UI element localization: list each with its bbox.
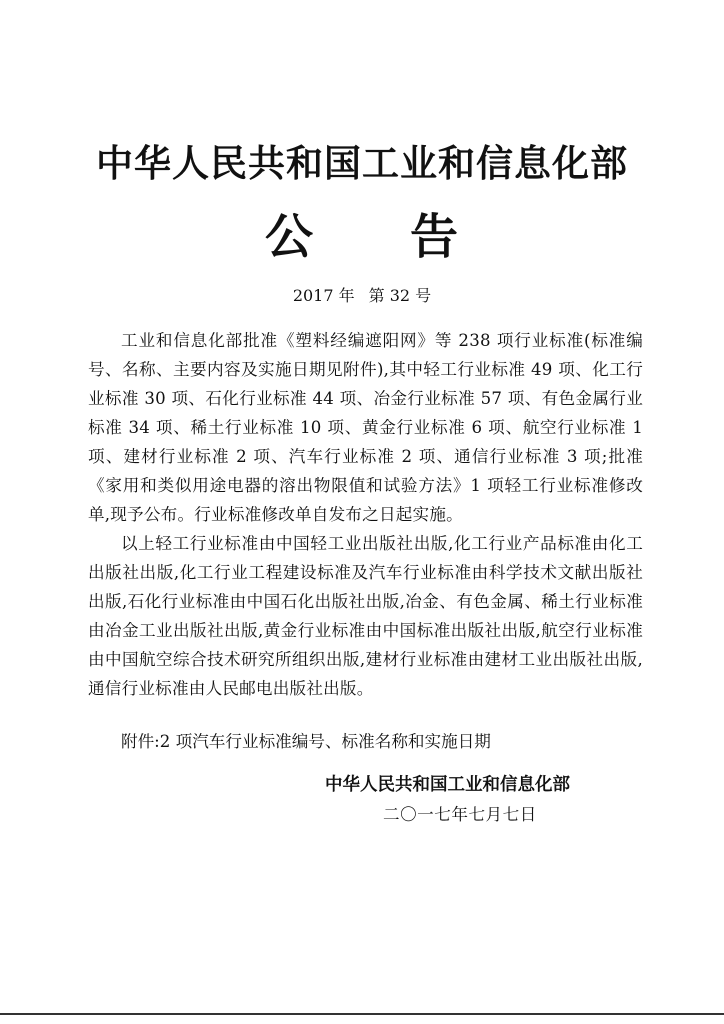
issuing-organization-title: 中华人民共和国工业和信息化部	[96, 142, 628, 185]
signature-date: 二〇一七年七月七日	[383, 805, 537, 824]
body-paragraph-2: 以上轻工行业标准由中国轻工业出版社出版,化工行业产品标准由化工出版社出版,化工行业工程建设标准及汽车行业标准由科学技术文献出版社出版,石化行业标准由中国石化出版社出版,冶金、有色金属、稀土行业标准由冶金工业出版社出版,黄金行业标准由中国标准出版社出版,航空行业标准由中国航空综合技术研究所组织出版,建材行业标准由建材工业出版社出版,通信行业标准由人民邮电出版社出版。	[88, 534, 643, 698]
attachment-note: 附件:2 项汽车行业标准编号、标准名称和实施日期	[121, 732, 491, 751]
bottom-divider	[0, 1013, 724, 1015]
body-paragraph-1: 工业和信息化部批准《塑料经编遮阳网》等 238 项行业标准(标准编号、名称、主要内容及实施日期见附件),其中轻工行业标准 49 项、化工行业标准 30 项、石化行业标准 44 项、冶金行业标准 57 项、有色金属行业标准 34 项、稀土行业标准 10 项、黄金行业标准 6 项、航空行业标准 1 项、建材行业标准 2 项、汽车行业标准 2 项、通信行业标准 3 项;批准《家用和类似用途电器的溶出物限值和试验方法》1 项轻工行业标准修改单,现予公布。行业标准修改单自发布之日起实施。	[88, 331, 643, 524]
document-type-char-1: 公	[264, 209, 314, 265]
document-number	[0, 284, 724, 308]
document-issue-number: 第 32 号	[368, 286, 432, 305]
document-year: 2017 年	[292, 286, 355, 305]
document-type-heading	[0, 205, 724, 269]
signature-organization: 中华人民共和国工业和信息化部	[325, 775, 570, 795]
document-type-char-2: 告	[410, 209, 460, 265]
announcement-body	[88, 326, 643, 703]
